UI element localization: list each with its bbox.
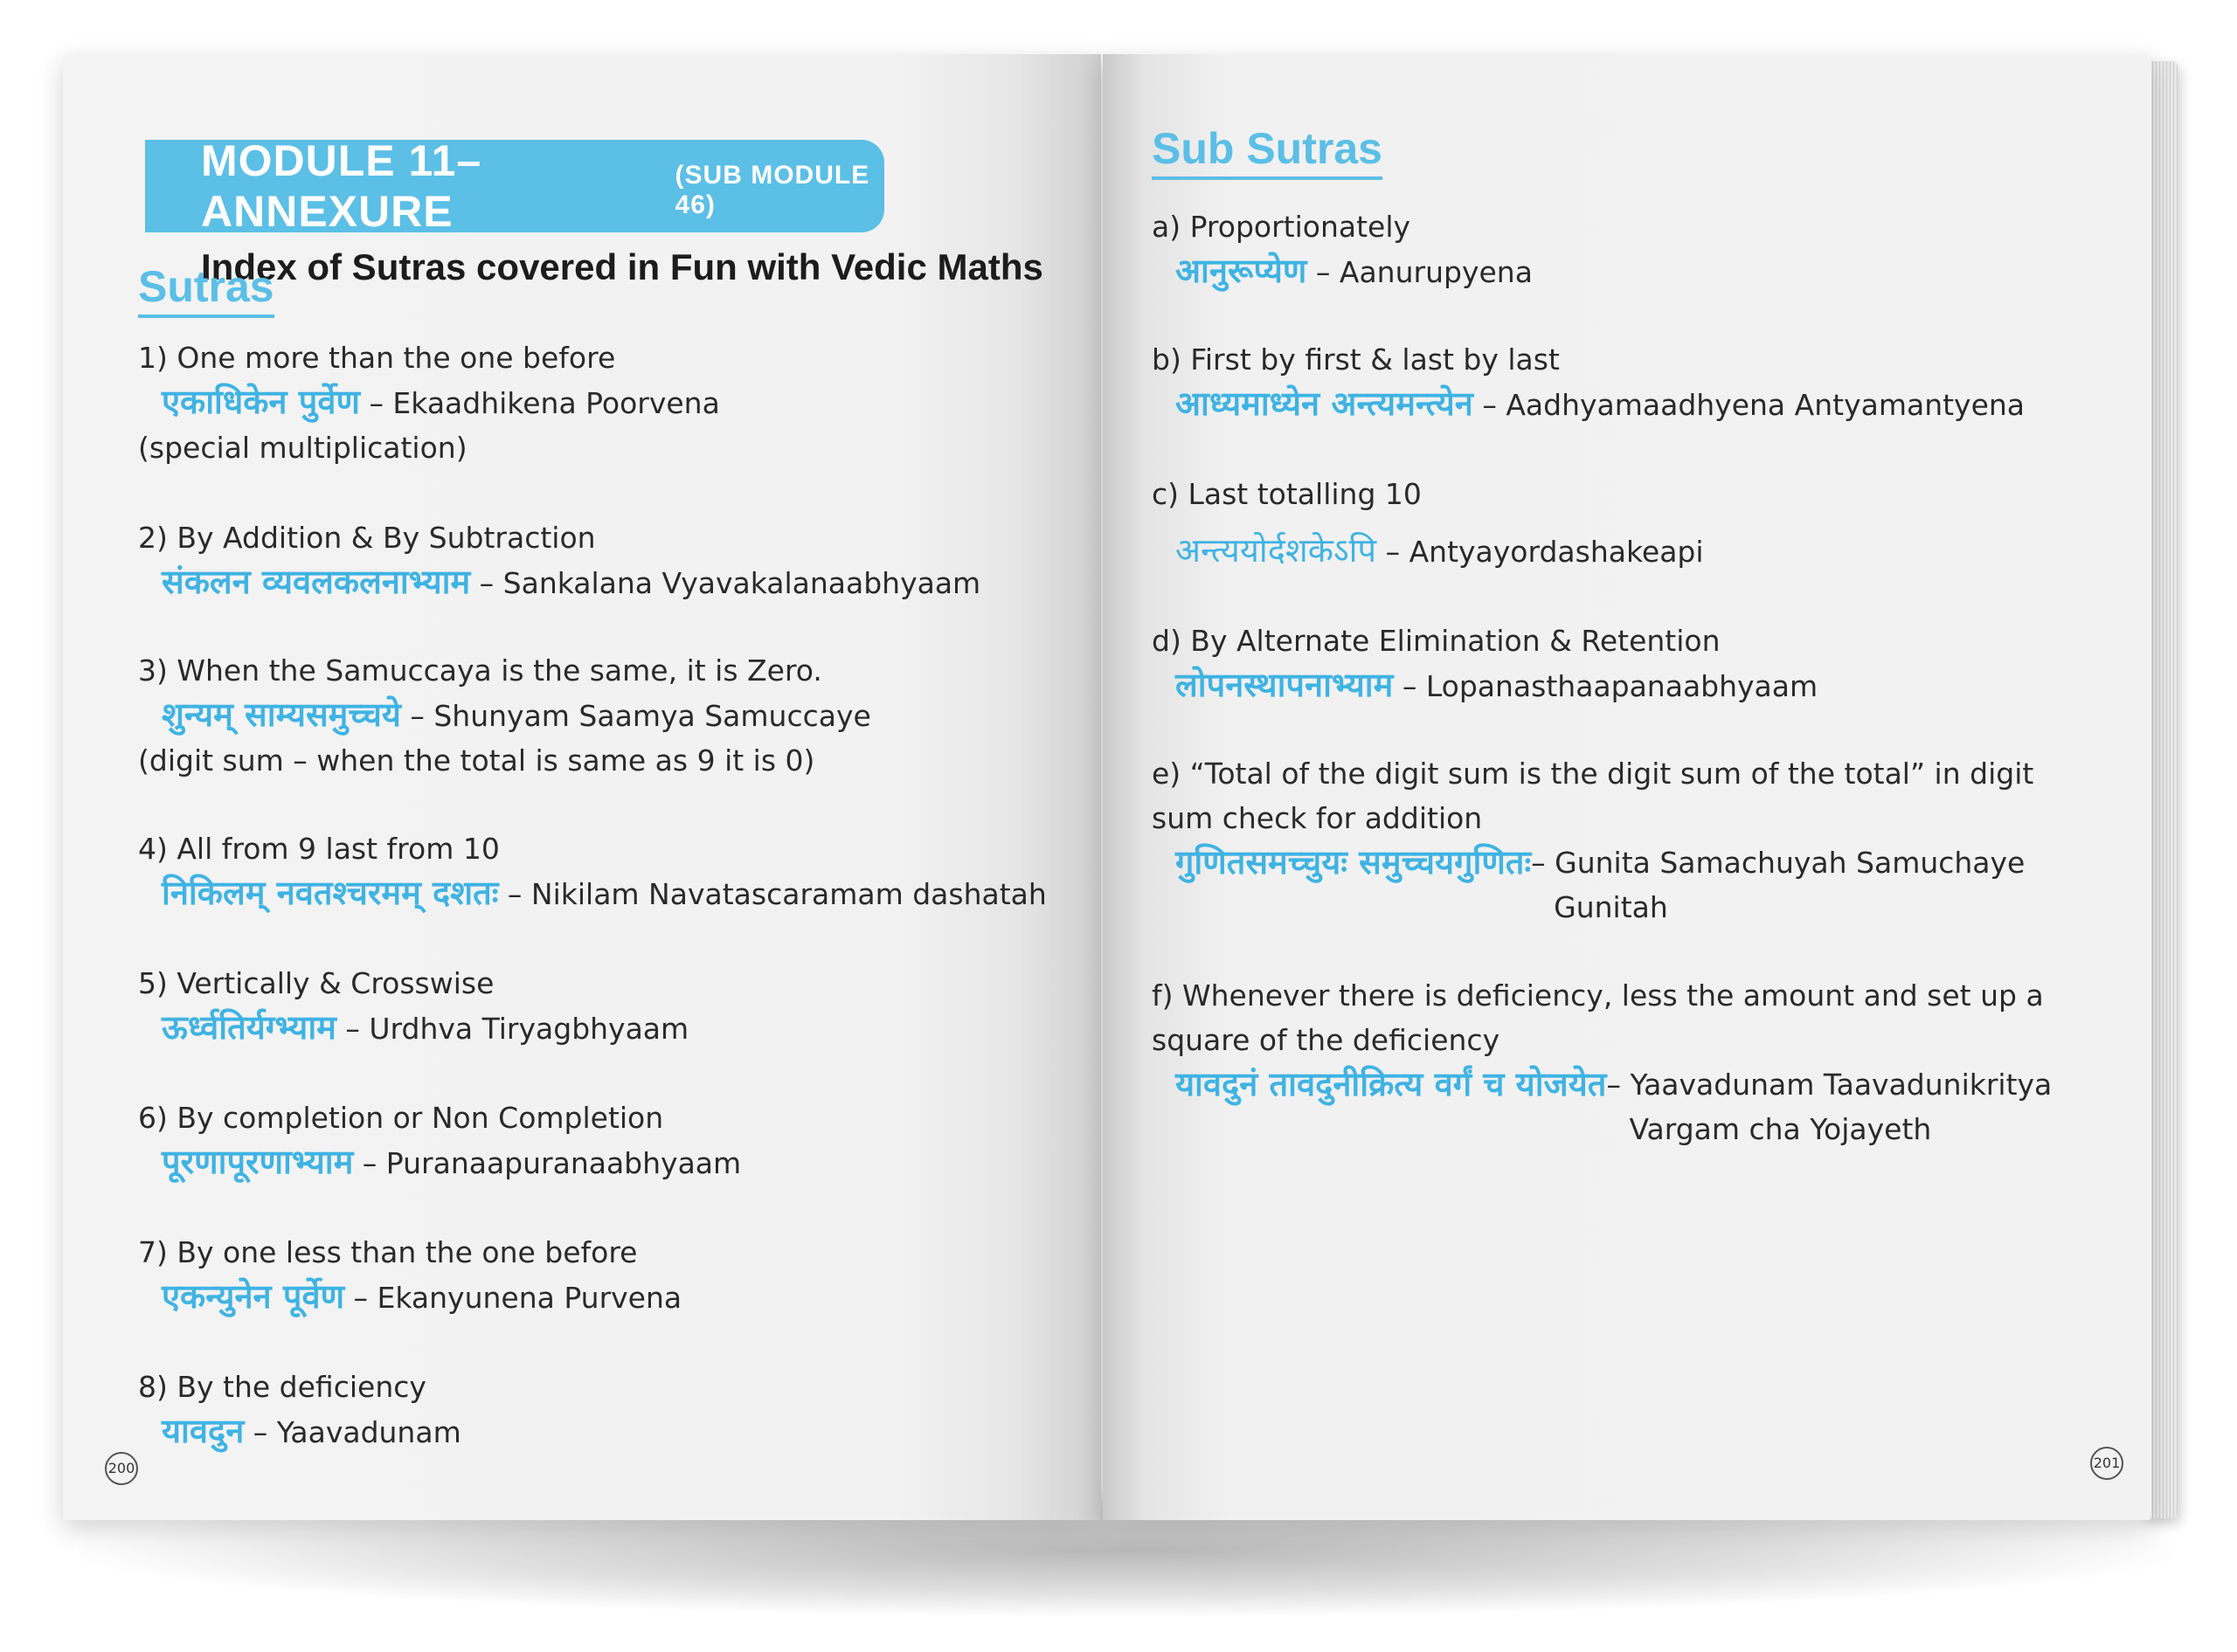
entry-title: a) Proportionately bbox=[1152, 210, 1411, 244]
sanskrit-text: आध्यमाध्येन अन्त्यमन्त्येन bbox=[1175, 384, 1473, 423]
entry-title: 1) One more than the one before bbox=[138, 341, 616, 375]
sutra-entry-1 bbox=[138, 335, 720, 470]
right-page bbox=[1103, 54, 2151, 1520]
transliteration: – Lopanasthaapanaabhyaam bbox=[1393, 669, 1818, 703]
entry-sanskrit-line bbox=[138, 1275, 682, 1320]
sub-sutra-entry-d bbox=[1152, 619, 1818, 708]
transliteration: – Antyayordashakeapi bbox=[1376, 535, 1704, 569]
transliteration: – Shunyam Saamya Samuccaye bbox=[400, 699, 871, 733]
sanskrit-text: एकाधिकेन पुर्वेण bbox=[162, 383, 360, 421]
entry-sanskrit-line bbox=[1152, 382, 2025, 427]
entry-title: b) First by first & last by last bbox=[1152, 342, 1560, 377]
sutra-entry-2 bbox=[138, 515, 980, 605]
transliteration: – Gunita Samachuyah Samuchaye bbox=[1531, 846, 2026, 880]
sanskrit-text: अन्त्ययोर्दशकेऽपि bbox=[1175, 531, 1377, 570]
index-title: Index of Sutras covered in Fun with Vedic Maths bbox=[201, 246, 1043, 287]
banner-title: MODULE 11–ANNEXURE bbox=[201, 136, 482, 236]
entry-sanskrit-line bbox=[1152, 249, 1533, 294]
sutra-entry-3 bbox=[138, 648, 871, 783]
sub-sutra-entry-f bbox=[1152, 973, 2104, 1151]
transliteration-continued: Vargam cha Yojayeth bbox=[1629, 1112, 1932, 1146]
transliteration: – Yaavadunam Taavadunikritya bbox=[1606, 1068, 2053, 1102]
banner-subtitle: (SUB MODULE 46) bbox=[675, 161, 870, 219]
entry-sanskrit-line bbox=[138, 560, 980, 605]
transliteration: – Puranaapuranaabhyaam bbox=[353, 1146, 742, 1180]
sutra-entry-6 bbox=[138, 1096, 741, 1185]
entry-note: (digit sum – when the total is same as 9 it is 0) bbox=[138, 743, 815, 778]
sub-sutra-entry-e bbox=[1152, 751, 2104, 930]
sutra-entry-4 bbox=[138, 826, 1047, 916]
left-page bbox=[63, 54, 1101, 1520]
entry-title: 6) By completion or Non Completion bbox=[138, 1101, 664, 1135]
entry-title: c) Last totalling 10 bbox=[1152, 477, 1422, 511]
transliteration: – Ekanyunena Purvena bbox=[344, 1281, 682, 1315]
entry-title: 5) Vertically & Crosswise bbox=[138, 966, 495, 1000]
entry-title: 2) By Addition & By Subtraction bbox=[138, 521, 596, 555]
transliteration: – Yaavadunam bbox=[244, 1415, 461, 1449]
sanskrit-text: ऊर्ध्वतिर्यग्भ्याम bbox=[162, 1008, 336, 1047]
transliteration: – Ekaadhikena Poorvena bbox=[359, 386, 720, 420]
transliteration: – Sankalana Vyavakalanaabhyaam bbox=[470, 566, 981, 600]
sub-sutras-heading: Sub Sutras bbox=[1152, 124, 1382, 180]
sutra-entry-7 bbox=[138, 1230, 682, 1320]
entry-title: 3) When the Samuccaya is the same, it is Zero. bbox=[138, 653, 822, 688]
sub-sutra-entry-b bbox=[1152, 337, 2025, 427]
entry-title: 7) By one less than the one before bbox=[138, 1235, 638, 1269]
sanskrit-text: शुन्यम् साम्यसमुच्चये bbox=[162, 695, 401, 734]
entry-title: 8) By the deficiency bbox=[138, 1370, 426, 1404]
sanskrit-text: यावदुन bbox=[162, 1412, 245, 1450]
sutras-heading: Sutras bbox=[138, 262, 274, 318]
entry-sanskrit-line bbox=[138, 1140, 741, 1185]
transliteration: – Aadhyamaadhyena Antyamantyena bbox=[1472, 388, 2026, 422]
sanskrit-text: गुणितसमच्चुयः समुच्चयगुणितः bbox=[1175, 843, 1532, 881]
entry-note: (special multiplication) bbox=[138, 431, 467, 465]
transliteration-continued: Gunitah bbox=[1554, 890, 1668, 924]
sub-sutra-entry-a bbox=[1152, 204, 1533, 294]
entry-sanskrit-line bbox=[1152, 663, 1818, 708]
entry-title: f) Whenever there is deficiency, less the amount and set up a square of the deficiency bbox=[1152, 978, 2044, 1057]
sanskrit-text: एकन्युनेन पूर्वेण bbox=[162, 1277, 345, 1316]
sanskrit-text: पूरणापूरणाभ्याम bbox=[162, 1143, 354, 1181]
transliteration: – Urdhva Tiryagbhyaam bbox=[336, 1012, 689, 1046]
transliteration-block bbox=[1531, 840, 2025, 930]
page-number-right: 201 bbox=[2090, 1447, 2123, 1480]
sutra-entry-8 bbox=[138, 1365, 461, 1455]
entry-title: e) “Total of the digit sum is the digit sum of the total” in digit sum check for addition bbox=[1152, 757, 2034, 835]
entry-sanskrit-line bbox=[138, 1006, 689, 1051]
sanskrit-text: आनुरूप्येण bbox=[1175, 252, 1307, 290]
entry-sanskrit-line bbox=[1152, 1062, 2104, 1151]
entry-sanskrit-line bbox=[138, 380, 720, 425]
module-banner bbox=[145, 136, 884, 236]
entry-sanskrit-line bbox=[138, 693, 871, 738]
entry-sanskrit-line bbox=[138, 871, 1047, 916]
entry-sanskrit-line bbox=[1152, 840, 2104, 930]
sutra-entry-5 bbox=[138, 961, 689, 1051]
entry-sanskrit-line bbox=[1152, 516, 1704, 574]
sanskrit-text: यावदुनं तावदुनीक्रित्य वर्गं च योजयेत bbox=[1175, 1065, 1607, 1103]
transliteration: – Aanurupyena bbox=[1306, 255, 1533, 289]
transliteration: – Nikilam Navatascaramam dashatah bbox=[498, 877, 1047, 911]
sub-sutra-entry-c bbox=[1152, 472, 1704, 574]
page-number-left: 200 bbox=[105, 1452, 138, 1485]
entry-title: 4) All from 9 last from 10 bbox=[138, 832, 500, 866]
sanskrit-text: निकिलम् नवतश्चरमम् दशतः bbox=[162, 874, 499, 912]
entry-sanskrit-line bbox=[138, 1409, 461, 1455]
sanskrit-text: संकलन व्यवलकलनाभ्याम bbox=[162, 563, 471, 601]
entry-title: d) By Alternate Elimination & Retention bbox=[1152, 624, 1721, 658]
sanskrit-text: लोपनस्थापनाभ्याम bbox=[1175, 666, 1394, 704]
transliteration-block bbox=[1606, 1062, 2052, 1151]
